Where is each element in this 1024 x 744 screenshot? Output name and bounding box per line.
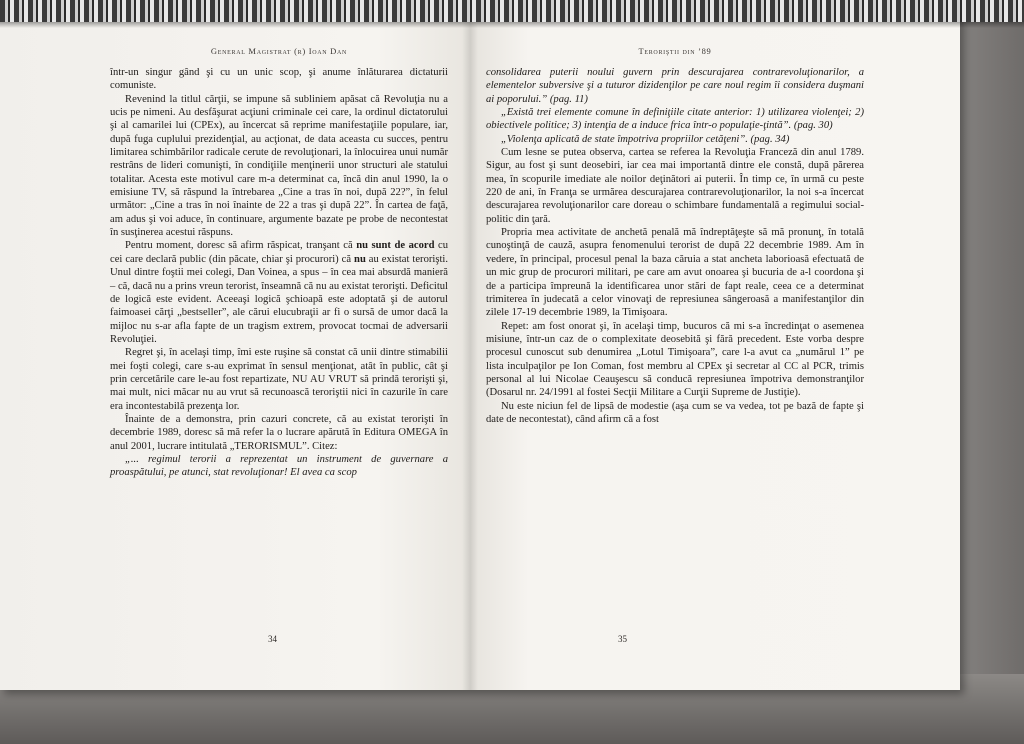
page-left — [0, 10, 470, 690]
paragraph: Înainte de a demonstra, prin cazuri concrete, că au existat terorişti în decembrie 1989, doresc să mă refer la o lucrare apărută în Editura OMEGA în anul 2001, lucrare intitulată „TERORISMUL”. Citez: — [110, 413, 448, 452]
paragraph: Nu este niciun fel de lipsă de modestie (aşa cum se va vedea, tot pe bază de fapte şi date de necontestat), când afirm că a fost — [486, 400, 864, 425]
quote-paragraph: „Există trei elemente comune în definiţiile citate anterior: 1) utilizarea violenţei; 2) obiectivele politice; 3) intenţia de a induce frica într-o populaţie-ţintă”. (pag. 30) — [486, 107, 864, 132]
paragraph: într-un singur gând şi cu un unic scop, şi anume înlăturarea dictaturii comuniste. — [110, 67, 448, 92]
paragraph: Repet: am fost onorat şi, în acelaşi timp, bucuros că mi s-a încredinţat o asemenea misiune, într-un caz de o complexitate deosebită şi fără precedent. Este vorba despre procesul cunoscut sub denumirea „Lotul Timişoara”, care l-a avut ca „numărul 1” pe lista inculpaţilor pe Ion Coman, fost membru al CPEx şi secretar al CC al PCR, trimis personal al lui Nicolae Ceauşescu să conducă represiunea împotriva demonstranţilor (Dosarul nr. 24/1991 al fostei Secţii Militare a Curţii Supreme de Justiţie). — [486, 320, 864, 399]
quote-paragraph: consolidarea puterii noului guvern prin descurajarea contrarevoluţionarilor, a elementelor subversive şi a tuturor dizidenţilor pe care noul regim îi considera duşmani ai poporului.” (pag. 11) — [486, 67, 864, 105]
running-head-right: Teroriştii din ’89 — [638, 46, 712, 56]
paragraph: Revenind la titlul cărţii, se impune să subliniem apăsat că Revoluţia nu a ucis pe nimeni. Au desfăşurat acţiuni criminale cei care, la ordinul dictatorului şi al camarilei lui (CPEx), au încercat să reprime manifestaţiile populare, iar, după fuga cuplului prezidenţial, au acţionat, de data aceasta cu succes, pentru limitarea schimbărilor radicale cerute de revoluţionari, la înlocuirea unui număr restrâns de lideri comunişti, în condiţiile menţinerii unor structuri ale statului totalitar. Acesta este motivul care m-a determinat ca, încă din anul 1990, la o emisiune TV, să răspund la întrebarea „Cine a tras în noi, după 22?”, în felul următor: „Cine a tras în noi înainte de 22 a tras şi după 22”. În cartea de faţă, am adus şi voi aduce, în continuare, argumente bazate pe probe de necontestat în susţinerea acestui răspuns. — [110, 93, 448, 239]
body-text-left — [110, 66, 448, 480]
paragraph: Cum lesne se putea observa, cartea se referea la Revoluţia Franceză din anul 1789. Sigur, au fost şi sunt deosebiri, iar cea mai importantă dintre ele constă, după părerea mea, în scopurile imediate ale noilor deţinători ai puterii. În timp ce, în urmă cu peste 220 de ani, în Franţa se urmărea descurajarea contrarevoluţionarilor, la noi s-a încercat descurajarea revoluţionarilor care doreau o schimbare fundamentală a regimului social-politic din ţară. — [486, 147, 864, 225]
body-text-right — [486, 66, 864, 426]
book-gutter — [462, 10, 478, 690]
paragraph: Pentru moment, doresc să afirm răspicat, tranşant că nu sunt de acord cu cei care declară public (din păcate, chiar şi procurori) că nu au existat terorişti. Unul dintre foştii mei colegi, Dan Voinea, a spus – în cea mai absurdă manieră – că, dacă nu a prins vreun terorist, înseamnă că nu au existat terorişti. Deficitul de logică este evident. Aceeaşi logică şchioapă este adoptată şi de autorul faimoasei cărţi „bestseller”, ale cărui elucubraţii ar fi o sursă de umor dacă la mijloc nu s-ar afla fapte de un tragism extrem, provocat tocmai de adversarii Revoluţiei. — [110, 240, 448, 345]
book-spread — [0, 10, 960, 690]
running-head-left: General Magistrat (r) Ioan Dan — [210, 46, 348, 56]
quote-paragraph: „... regimul terorii a reprezentat un instrument de guvernare a proaspătului, pe atunci, stat revoluţionar! El avea ca scop — [110, 453, 448, 479]
spiral-binding — [0, 0, 1024, 22]
page-right — [470, 10, 960, 690]
quote-paragraph: „Violenţa aplicată de state împotriva propriilor cetăţeni”. (pag. 34) — [501, 133, 790, 145]
page-number-right: 35 — [618, 634, 627, 644]
paragraph: Regret şi, în acelaşi timp, îmi este ruşine să constat că unii dintre stimabilii mei foşti colegi, care s-au exprimat în sensul menţionat, atât în public, cât şi prin cercetările care le-au fost repartizate, NU AU VRUT să prindă terorişti şi, mai mult, nici măcar nu au vrut să recunoască teroriştii nici în cazurile în care era incontestabilă prezenţa lor. — [110, 347, 448, 412]
paragraph: Propria mea activitate de anchetă penală mă îndreptăţeşte să mă pronunţ, în totală cunoştinţă de cauză, asupra fenomenului terorist de după 22 decembrie 1989. Am în vedere, în principal, procesul penal la baza căruia a stat ancheta laborioasă efectuată de un mic grup de procurori militari, pe care am avut onoarea şi bucuria de a-l coordona şi de a participa împreună la identificarea unor stări de fapt reale, ceea ce a determinat trimiterea în judecată a celor vinovaţi de represiunea sângeroasă a manifestanţilor din zilele 17-19 decembrie 1989, la Timişoara. — [486, 227, 864, 319]
spiral-shadow — [0, 22, 1024, 28]
page-number-left: 34 — [268, 634, 277, 644]
